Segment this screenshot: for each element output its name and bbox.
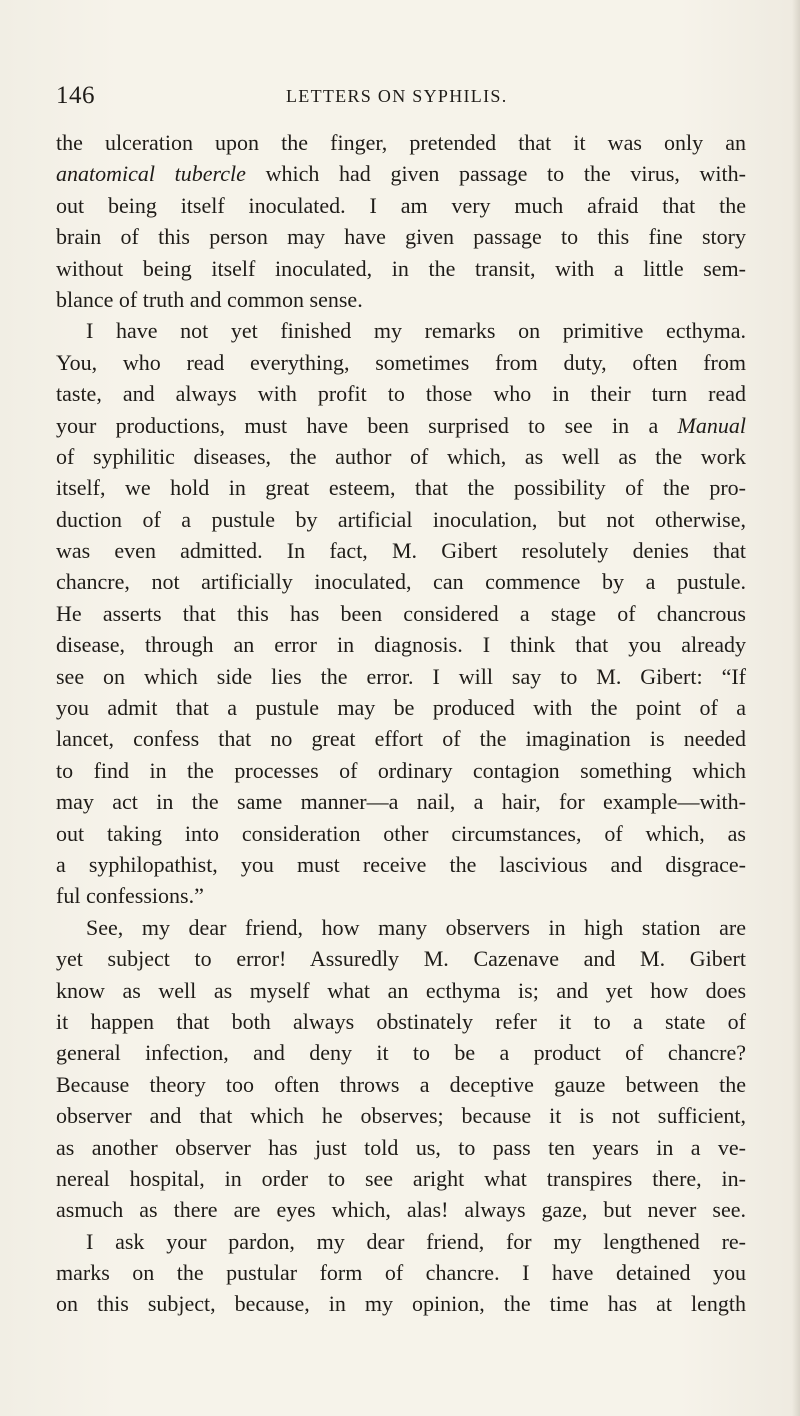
text-line [56, 253, 746, 284]
text-line [56, 1194, 746, 1225]
text-segment: itself, we hold in great esteem, that the possibility of the pro- [56, 475, 746, 501]
text-line [56, 629, 746, 660]
text-segment: which had given passage to the virus, with- [245, 161, 746, 187]
text-line [56, 158, 746, 189]
text-line [56, 504, 746, 535]
text-line [56, 1288, 746, 1319]
italic-text-segment: anatomical tubercle [56, 161, 246, 187]
text-line [56, 912, 746, 943]
text-segment: marks on the pustular form of chancre. I have detained you [56, 1260, 746, 1286]
text-line [56, 378, 746, 409]
text-line [56, 1006, 746, 1037]
text-line [56, 818, 746, 849]
text-segment: general infection, and deny it to be a product of chancre? [56, 1040, 746, 1066]
running-head [56, 82, 746, 114]
text-line [56, 1163, 746, 1194]
text-line [56, 1226, 746, 1257]
page-number: 146 [56, 82, 95, 109]
text-segment: You, who read everything, sometimes from duty, often from [56, 349, 746, 375]
text-segment: blance of truth and common sense. [56, 286, 363, 312]
text-segment: was even admitted. In fact, M. Gibert resolutely denies that [56, 538, 746, 564]
text-line [56, 221, 746, 252]
text-line [56, 410, 746, 441]
text-line [56, 975, 746, 1006]
text-segment: I have not yet finished my remarks on primitive ecthyma. [86, 318, 746, 344]
text-segment: yet subject to error! Assuredly M. Cazenave and M. Gibert [56, 946, 746, 972]
text-segment: you admit that a pustule may be produced with the point of a [56, 695, 746, 721]
text-segment: without being itself inoculated, in the transit, with a little sem- [56, 255, 746, 281]
text-line [56, 347, 746, 378]
text-segment: chancre, not artificially inoculated, can commence by a pustule. [56, 569, 746, 595]
text-line [56, 1069, 746, 1100]
text-line [56, 1257, 746, 1288]
text-segment: See, my dear friend, how many observers in high station are [86, 914, 746, 940]
text-segment: disease, through an error in diagnosis. I think that you already [56, 632, 746, 658]
text-line [56, 880, 746, 911]
text-line [56, 535, 746, 566]
text-segment: may act in the same manner—a nail, a hair, for example—with- [56, 789, 746, 815]
text-segment: observer and that which he observes; because it is not sufficient, [56, 1103, 746, 1129]
text-line [56, 190, 746, 221]
text-line [56, 1100, 746, 1131]
text-line [56, 284, 746, 315]
body-text [56, 127, 746, 1320]
text-line [56, 566, 746, 597]
text-line [56, 849, 746, 880]
text-line [56, 441, 746, 472]
text-line [56, 692, 746, 723]
text-segment: it happen that both always obstinately refer it to a state of [56, 1008, 746, 1034]
text-segment: ful confessions.” [56, 883, 204, 909]
text-segment: see on which side lies the error. I will say to M. Gibert: “If [56, 663, 746, 689]
text-segment: Because theory too often throws a deceptive gauze between the [56, 1071, 746, 1097]
text-segment: on this subject, because, in my opinion, the time has at length [56, 1291, 746, 1317]
text-segment: a syphilopathist, you must receive the lascivious and disgrace- [56, 851, 746, 877]
text-line [56, 723, 746, 754]
text-line [56, 755, 746, 786]
text-segment: nereal hospital, in order to see aright what transpires there, in- [56, 1165, 746, 1191]
text-line [56, 598, 746, 629]
text-line [56, 1132, 746, 1163]
text-line [56, 943, 746, 974]
italic-text-segment: Manual [677, 412, 746, 438]
text-line [56, 127, 746, 158]
text-segment: I ask your pardon, my dear friend, for my lengthened re- [86, 1228, 746, 1254]
page-edge-shadow [792, 0, 800, 1416]
text-segment: the ulceration upon the finger, pretended that it was only an [56, 130, 746, 155]
text-segment: out taking into consideration other circumstances, of which, as [56, 820, 746, 846]
text-segment: asmuch as there are eyes which, alas! always gaze, but never see. [56, 1197, 746, 1223]
text-segment: taste, and always with profit to those who in their turn read [56, 381, 746, 407]
text-segment: to find in the processes of ordinary contagion something which [56, 757, 746, 783]
text-segment: lancet, confess that no great effort of the imagination is needed [56, 726, 746, 752]
text-line [56, 786, 746, 817]
text-segment: your productions, must have been surprised to see in a [56, 412, 678, 438]
text-line [56, 1037, 746, 1068]
text-segment: know as well as myself what an ecthyma is; and yet how does [56, 977, 746, 1003]
text-segment: duction of a pustule by artificial inoculation, but not otherwise, [56, 506, 746, 532]
text-line [56, 472, 746, 503]
text-segment: brain of this person may have given passage to this fine story [56, 224, 746, 250]
running-title: LETTERS ON SYPHILIS. [286, 86, 508, 106]
text-line [56, 661, 746, 692]
text-segment: as another observer has just told us, to pass ten years in a ve- [56, 1134, 746, 1160]
text-segment: out being itself inoculated. I am very much afraid that the [56, 192, 746, 218]
text-segment: He asserts that this has been considered a stage of chancrous [56, 600, 746, 626]
text-segment: of syphilitic diseases, the author of which, as well as the work [56, 443, 746, 469]
text-line [56, 315, 746, 346]
